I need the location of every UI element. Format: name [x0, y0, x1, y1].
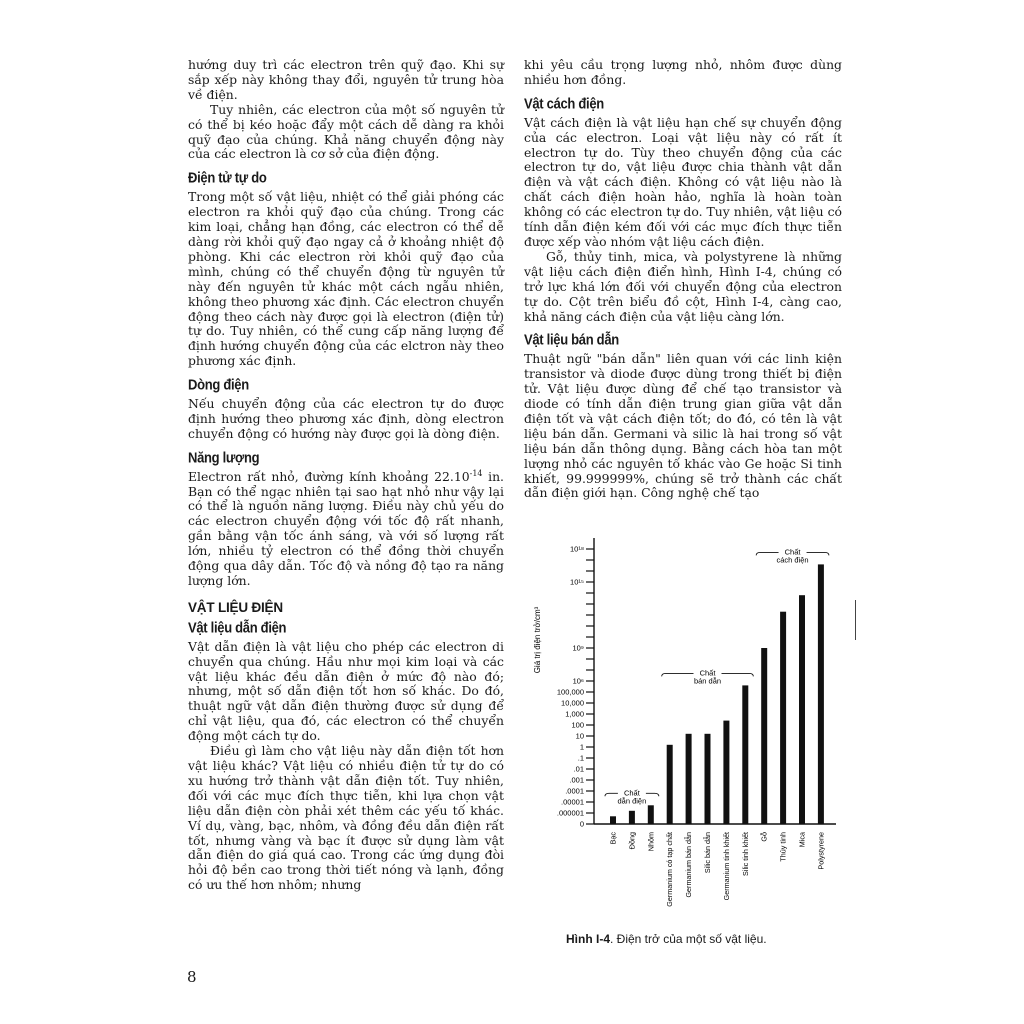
group-label: cách điện — [776, 555, 809, 565]
x-tick-label: Gỗ — [759, 832, 769, 842]
y-tick-label: .1 — [577, 753, 584, 763]
y-tick-label: 1 — [579, 742, 584, 752]
figure-caption — [566, 932, 767, 946]
heading-vat-lieu-dan-dien: Vật liệu dẫn điện — [188, 618, 287, 636]
paragraph: Thuật ngữ "bán dẫn" liên quan với các linh kiện transistor và diode được dùng trong thiết bị điện tử. Vật liệu được dùng để chế tạo transistor và diode có tính dẫn điện trung gian giữa vật dẫn điện tốt và vật cách điện tốt; do đó, có tên là vật liệu bán dẫn. Germani và silic là hai trong số vật liệu bán dẫn thông dụng. Bằng cách hòa tan một lượng nhỏ các nguyên tố khác vào Ge hoặc Si tinh khiết, 99.999999%, chúng sẽ trở thành các chất dẫn điện giới hạn. Công nghệ chế tạo — [524, 351, 842, 501]
y-axis-label: Giá trị điện trở/cm³ — [533, 606, 542, 674]
edge-mark — [855, 600, 856, 640]
right-column — [524, 58, 842, 501]
y-tick-label: 100,000 — [556, 687, 584, 697]
group-label: dẫn điện — [617, 796, 647, 806]
bar — [742, 685, 748, 824]
y-tick-label: .01 — [573, 764, 584, 774]
paragraph: Tuy nhiên, các electron của một số nguyên tử có thể bị kéo hoặc đẩy một cách dễ dàng ra khỏi quỹ đạo của chúng. Khả năng chuyển động này của các electron là cơ sở của điện động. — [188, 101, 504, 162]
paragraph: Gỗ, thủy tinh, mica, và polystyrene là những vật liệu cách điện điển hình, Hình I-4, chúng có trở lực khá lớn đối với chuyển động của electron tự do. Cột trên biểu đồ cột, Hình I-4, càng cao, khả năng cách điện của vật liệu càng lớn. — [524, 248, 842, 324]
bar — [667, 745, 673, 824]
text: in. Bạn có thể ngạc nhiên tại sao hạt nhỏ như vậy lại có thể là nguồn năng lượng. Điều này chủ yếu do các electron chuyển động với tốc độ rất nhanh, gần bằng vận tốc ánh sáng, và với số lượng rất lớn, nhiều tỷ electron có thể đồng thời chuyển động qua dây dẫn. Tốc độ và nồng độ tạo ra năng lượng lớn. — [188, 468, 504, 588]
bar — [629, 811, 635, 824]
paragraph: khi yêu cầu trọng lượng nhỏ, nhôm được dùng nhiều hơn đồng. — [524, 57, 842, 87]
y-tick-label: 10⁶ — [572, 676, 584, 686]
y-tick-label: 100 — [571, 720, 584, 730]
y-tick-label: 0 — [579, 819, 584, 829]
y-tick-label: .00001 — [561, 797, 584, 807]
bar — [686, 734, 692, 824]
caption-text: . Điện trở của một số vật liệu. — [610, 932, 767, 946]
y-tick-label: .0001 — [565, 786, 584, 796]
paragraph: Vật cách điện là vật liệu hạn chế sự chuyển động của các electron. Loại vật liệu này có rất ít electron tự do. Tùy theo chuyển động của các electron tự do, vật liệu được chia thành vật dẫn điện và vật cách điện. Không có vật liệu nào là chất cách điện hoàn hảo, nghĩa là hoàn toàn không có các electron tự do. Tuy nhiên, vật liệu có tính dẫn điện kém đối với các mục đích thực tiễn được xếp vào nhóm vật liệu cách điện. — [524, 114, 842, 249]
y-tick-label: 1,000 — [565, 709, 584, 719]
x-tick-label: Bạc — [608, 832, 618, 845]
group-label: Chất — [699, 668, 716, 678]
bar — [723, 721, 729, 824]
x-tick-label: Silic tinh khiết — [740, 832, 750, 876]
bar — [761, 648, 767, 824]
x-tick-label: Germanium tinh khiết — [721, 832, 731, 901]
bar — [818, 564, 824, 824]
superscript: -14 — [469, 468, 483, 478]
x-tick-label: Đồng — [627, 832, 637, 850]
group-annotations — [605, 547, 829, 805]
group-label: Chất — [623, 788, 640, 798]
heading-dien-tu-tu-do: Điện tử tự do — [188, 169, 267, 186]
x-tick-label: Thủy tinh — [778, 832, 788, 862]
bar — [780, 612, 786, 824]
x-tick-label: Polystyrene — [816, 832, 826, 870]
text: Electron rất nhỏ, đường kính khoảng 22.10 — [188, 468, 470, 484]
y-tick-label: 10¹⁸ — [569, 544, 584, 554]
x-labels — [609, 832, 826, 907]
chart-svg — [524, 530, 854, 930]
paragraph — [188, 470, 504, 589]
x-tick-label: Germanium bán dẫn — [684, 832, 694, 898]
group-label: Chất — [784, 547, 801, 557]
y-tick-label: 10⁹ — [572, 643, 584, 653]
bar — [799, 595, 805, 824]
paragraph: hướng duy trì các electron trên quỹ đạo. Khi sự sắp xếp này không thay đổi, nguyên tử trung hòa về điện. — [188, 57, 504, 102]
paragraph: Nếu chuyển động của các electron tự do được định hướng theo phương xác định, dòng electron chuyển động có hướng này được gọi là dòng điện. — [188, 396, 504, 441]
y-tick-label: 10,000 — [561, 698, 584, 708]
resistance-chart — [524, 530, 854, 930]
caption-label: Hình I-4 — [566, 932, 610, 946]
heading-nang-luong: Năng lượng — [188, 448, 260, 466]
heading-vat-lieu-dien: VẬT LIỆU ĐIỆN — [188, 599, 283, 615]
bars — [610, 564, 824, 824]
heading-vat-cach-dien: Vật cách điện — [524, 94, 604, 112]
group-label: bán dẫn — [693, 676, 722, 686]
paragraph: Điều gì làm cho vật liệu này dẫn điện tốt hơn vật liệu khác? Vật liệu có nhiều điện tử tự do có xu hướng trở thành vật dẫn điện tốt. Tuy nhiên, đối với các mục đích thực tiễn, khi lựa chọn vật liệu dẫn điện còn phải xét thêm các yếu tố khác. Ví dụ, vàng, bạc, nhôm, và đồng đều dẫn điện rất tốt, nhưng vàng và bạc ít được sử dụng làm vật dẫn điện do giá quá cao. Trong các ứng dụng đòi hỏi độ bền cao trong thời tiết nóng và lạnh, đồng có ưu thế hơn nhôm; nhưng — [188, 743, 504, 893]
x-tick-label: Mica — [797, 832, 807, 848]
y-tick-label: 10¹⁵ — [570, 577, 584, 587]
x-tick-label: Silic bán dẫn — [703, 832, 712, 874]
page-number: 8 — [187, 968, 197, 986]
bar — [610, 816, 616, 824]
bar — [705, 734, 711, 824]
bar — [648, 805, 654, 824]
left-column — [188, 58, 504, 893]
heading-dong-dien: Dòng điện — [188, 376, 249, 393]
y-tick-label: .000001 — [556, 808, 584, 818]
paragraph: Vật dẫn điện là vật liệu cho phép các electron di chuyển qua chúng. Hầu như mọi kim loại và các vật liệu khác đều dẫn điện ở mức độ nào đó; nhưng, một số dẫn điện tốt hơn số khác. Do đó, thuật ngữ vật dẫn điện thường được sử dụng để chỉ vật liệu, qua đó, các electron có thể chuyển động một cách tự do. — [188, 638, 504, 744]
paragraph: Trong một số vật liệu, nhiệt có thể giải phóng các electron ra khỏi quỹ đạo của chúng. Trong các kim loại, chẳng hạn đồng, các electron có thể dễ dàng rời khỏi quỹ đạo ngay cả ở khoảng nhiệt độ phòng. Khi các electron rời khỏi quỹ đạo của mình, chúng có thể chuyển động từ nguyên tử này đến nguyên tử khác một cách ngẫu nhiên, không theo phương xác định. Các electron chuyển động theo cách này được gọi là electron (điện tử) tự do. Tuy nhiên, có thể cung cấp năng lượng để định hướng chuyển động của các elctron này theo phương xác định. — [188, 189, 504, 369]
x-tick-label: Germanium có tạp chất — [665, 832, 675, 907]
heading-vat-lieu-ban-dan: Vật liệu bán dẫn — [524, 331, 619, 349]
y-tick-label: .001 — [569, 775, 584, 785]
x-tick-label: Nhôm — [646, 832, 656, 852]
y-tick-label: 10 — [575, 731, 584, 741]
